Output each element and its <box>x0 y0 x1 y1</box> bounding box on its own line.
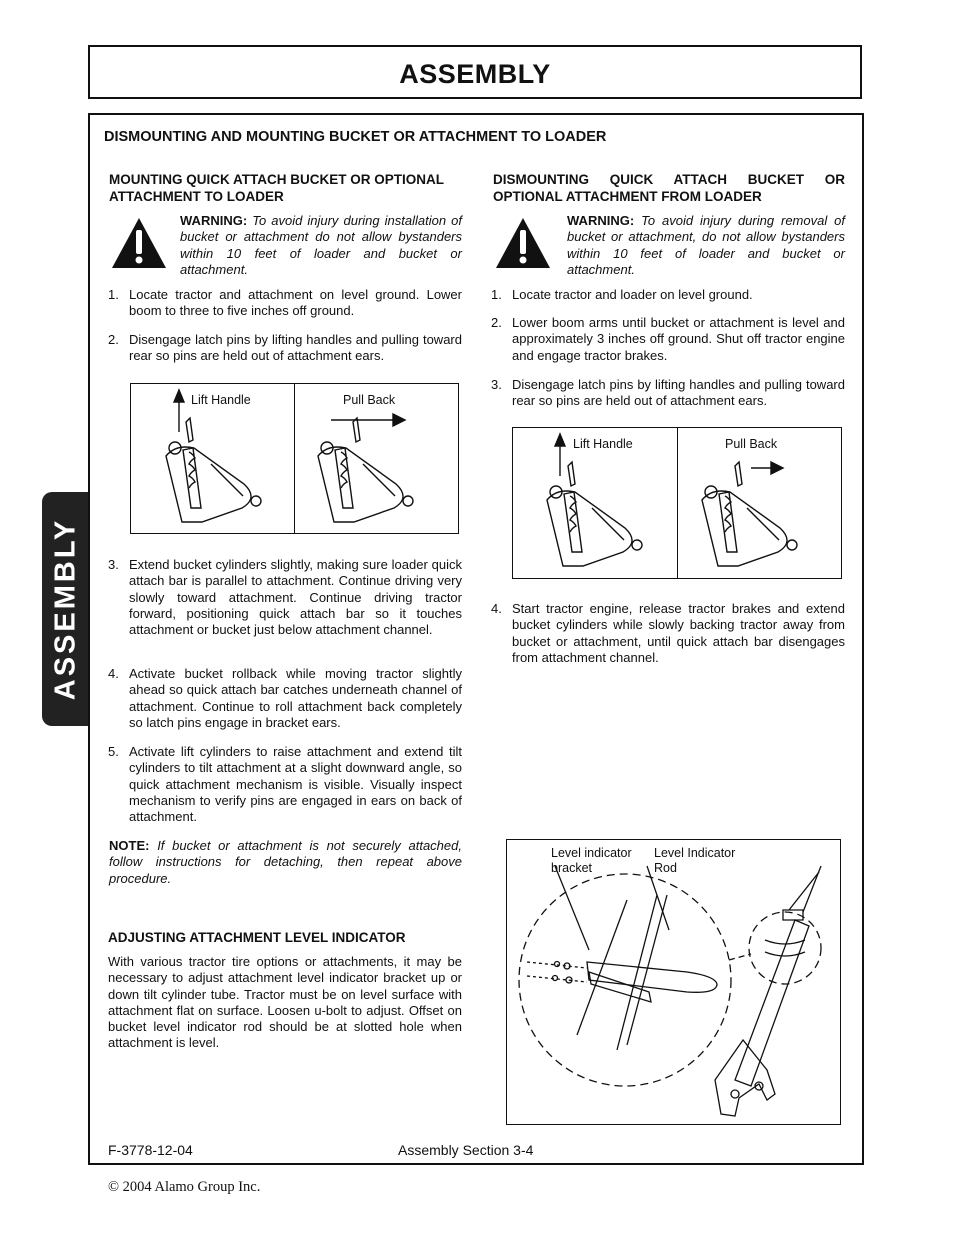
list-item <box>491 377 845 410</box>
level-indicator-figure <box>506 839 841 1125</box>
list-item <box>491 315 845 364</box>
step-number: 2. <box>491 315 502 330</box>
step-number: 3. <box>108 557 119 572</box>
page-header <box>88 45 862 99</box>
page-title: ASSEMBLY <box>399 59 551 89</box>
step-text: Disengage latch pins by lifting handles and pulling toward rear so pins are held out of attachment ears. <box>129 332 462 364</box>
warning-text: To avoid injury during installation of bucket or attachment do not allow bystanders within 10 feet of loader and bucket or attachment. <box>180 213 462 277</box>
label-bracket-line1: Level indicator <box>551 846 632 860</box>
left-warning <box>180 213 462 278</box>
side-tab-label: ASSEMBLY <box>49 517 82 701</box>
label-rod-line2: Rod <box>654 861 677 875</box>
step-text: Locate tractor and attachment on level ground. Lower boom to three to five inches off ground. <box>129 287 462 319</box>
figure-label-lift: Lift Handle <box>573 437 633 451</box>
note-text: If bucket or attachment is not securely attached, follow instructions for detaching, then repeat above procedure. <box>109 838 462 886</box>
list-item <box>108 332 462 365</box>
latch-illustration <box>513 428 841 578</box>
section-title: DISMOUNTING AND MOUNTING BUCKET OR ATTACHMENT TO LOADER <box>104 129 607 145</box>
adjust-text: With various tractor tire options or attachments, it may be necessary to adjust attachment level indicator bracket up or down tilt cylinder tube. Tractor must be on level surface with attachment flat on surface. Loosen u-bolt to adjust. Offset on bucket level indicator rod should be at slotted hole when attachment is level. <box>108 954 462 1051</box>
warning-icon <box>110 216 168 270</box>
list-item <box>491 601 845 666</box>
latch-illustration <box>131 384 458 533</box>
left-heading: MOUNTING QUICK ATTACH BUCKET OR OPTIONAL ATTACHMENT TO LOADER <box>109 172 444 204</box>
step-number: 1. <box>491 287 502 302</box>
footer-section-page: Assembly Section 3-4 <box>398 1142 534 1158</box>
footer-doc-number: F-3778-12-04 <box>108 1142 193 1158</box>
list-item <box>108 287 462 320</box>
warning-text: To avoid injury during removal of bucket or attachment, do not allow bystanders within 10 feet of loader and bucket or attachment. <box>567 213 845 277</box>
step-text: Lower boom arms until bucket or attachment is level and approximately 3 inches off ground. Shut off tractor engine and engage tractor brakes. <box>512 315 845 363</box>
list-item <box>108 666 462 731</box>
side-tab <box>42 492 90 726</box>
list-item <box>108 744 462 825</box>
warning-label: WARNING: <box>567 213 635 228</box>
label-bracket-line2: bracket <box>551 861 592 875</box>
list-item <box>491 287 845 303</box>
right-heading: DISMOUNTING QUICK ATTACH BUCKET OR OPTIONAL ATTACHMENT FROM LOADER <box>493 172 845 204</box>
adjust-heading: ADJUSTING ATTACHMENT LEVEL INDICATOR <box>108 930 406 945</box>
figure-label-lift: Lift Handle <box>191 393 251 407</box>
note <box>109 838 462 887</box>
step-text: Activate bucket rollback while moving tractor slightly ahead so quick attach bar catches underneath channel of attachment. Continue to roll attachment back completely so latch pins engage in bracket ears. <box>129 666 462 730</box>
step-number: 4. <box>108 666 119 681</box>
step-number: 4. <box>491 601 502 616</box>
latch-figure-left <box>130 383 459 534</box>
step-text: Activate lift cylinders to raise attachment and extend tilt cylinders to tilt attachment at a slight downward angle, so quick attachment mechanism is visible. Visually inspect mechanism to verify pins are engaged in ears on back of attachment. <box>129 744 462 825</box>
warning-label: WARNING: <box>180 213 248 228</box>
latch-figure-right <box>512 427 842 579</box>
figure-label-pull: Pull Back <box>725 437 778 451</box>
step-text: Extend bucket cylinders slightly, making sure loader quick attach bar is parallel to attachment. Continue driving very slowly toward attachment. Continue driving tractor forward, positioning quick attach bar so it touches attachment or bucket just below attachment channel. <box>129 557 462 638</box>
note-label: NOTE: <box>109 838 150 853</box>
level-indicator-illustration <box>507 840 840 1124</box>
step-text: Disengage latch pins by lifting handles and pulling toward rear so pins are held out of attachment ears. <box>512 377 845 409</box>
step-number: 2. <box>108 332 119 347</box>
step-number: 1. <box>108 287 119 302</box>
step-text: Start tractor engine, release tractor brakes and extend bucket cylinders while slowly backing tractor away from bucket or attachment, until quick attach bar disengages from attachment channel. <box>512 601 845 665</box>
step-number: 5. <box>108 744 119 759</box>
step-number: 3. <box>491 377 502 392</box>
figure-label-pull: Pull Back <box>343 393 396 407</box>
footer-copyright: © 2004 Alamo Group Inc. <box>108 1179 261 1195</box>
list-item <box>108 557 462 638</box>
warning-icon <box>494 216 552 270</box>
step-text: Locate tractor and loader on level ground. <box>512 287 753 302</box>
right-warning <box>567 213 845 278</box>
label-rod-line1: Level Indicator <box>654 846 736 860</box>
